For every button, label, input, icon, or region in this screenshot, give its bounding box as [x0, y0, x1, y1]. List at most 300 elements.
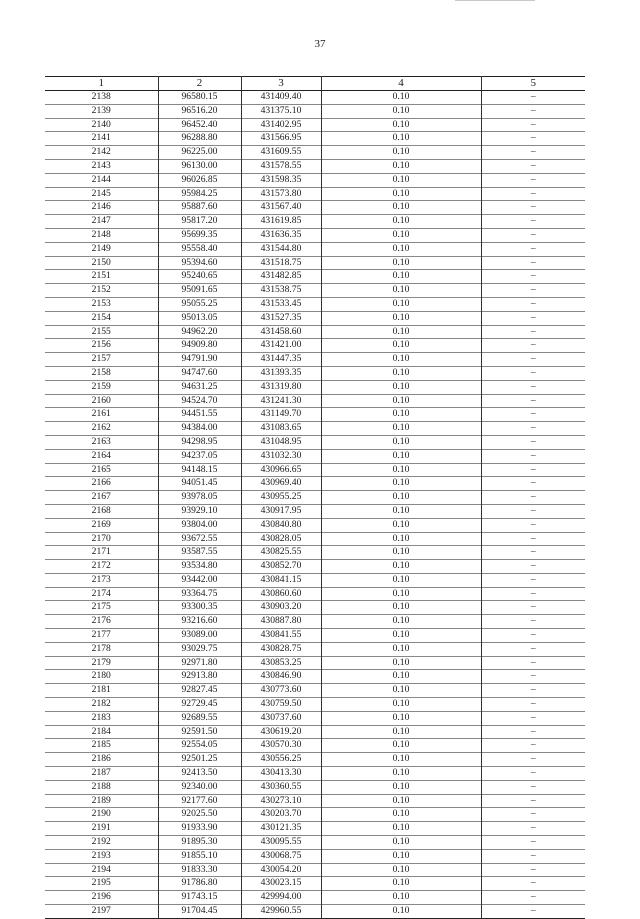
table-row	[45, 394, 585, 408]
x-coordinate-cell: 93300.35	[158, 601, 241, 615]
y-coordinate-cell: 429994.00	[241, 891, 321, 905]
y-coordinate-cell: 431527.35	[241, 311, 321, 325]
note-cell: –	[481, 159, 585, 173]
table-row	[45, 242, 585, 256]
accuracy-cell: 0.10	[321, 463, 481, 477]
x-coordinate-cell: 94384.00	[158, 422, 241, 436]
note-cell: –	[481, 711, 585, 725]
column-header-1: 1	[45, 77, 158, 91]
point-number-cell: 2191	[45, 822, 158, 836]
accuracy-cell: 0.10	[321, 187, 481, 201]
y-coordinate-cell: 430413.30	[241, 767, 321, 781]
x-coordinate-cell: 92971.80	[158, 656, 241, 670]
accuracy-cell: 0.10	[321, 587, 481, 601]
y-coordinate-cell: 430966.65	[241, 463, 321, 477]
note-cell: –	[481, 242, 585, 256]
table-row	[45, 518, 585, 532]
note-cell: –	[481, 684, 585, 698]
note-cell: –	[481, 518, 585, 532]
y-coordinate-cell: 430068.75	[241, 849, 321, 863]
table-row	[45, 215, 585, 229]
note-cell: –	[481, 905, 585, 919]
note-cell: –	[481, 601, 585, 615]
y-coordinate-cell: 430828.05	[241, 532, 321, 546]
x-coordinate-cell: 94298.95	[158, 435, 241, 449]
point-number-cell: 2145	[45, 187, 158, 201]
accuracy-cell: 0.10	[321, 422, 481, 436]
table-row	[45, 629, 585, 643]
y-coordinate-cell: 431447.35	[241, 353, 321, 367]
note-cell: –	[481, 132, 585, 146]
note-cell: –	[481, 849, 585, 863]
table-row	[45, 380, 585, 394]
y-coordinate-cell: 431083.65	[241, 422, 321, 436]
table-row	[45, 463, 585, 477]
accuracy-cell: 0.10	[321, 270, 481, 284]
table-row	[45, 491, 585, 505]
y-coordinate-cell: 430887.80	[241, 615, 321, 629]
point-number-cell: 2178	[45, 642, 158, 656]
x-coordinate-cell: 96026.85	[158, 173, 241, 187]
note-cell: –	[481, 297, 585, 311]
point-number-cell: 2192	[45, 836, 158, 850]
y-coordinate-cell: 431149.70	[241, 408, 321, 422]
note-cell: –	[481, 780, 585, 794]
point-number-cell: 2147	[45, 215, 158, 229]
note-cell: –	[481, 394, 585, 408]
table-row	[45, 118, 585, 132]
x-coordinate-cell: 92729.45	[158, 698, 241, 712]
x-coordinate-cell: 92340.00	[158, 780, 241, 794]
table-row	[45, 325, 585, 339]
accuracy-cell: 0.10	[321, 753, 481, 767]
table-row	[45, 822, 585, 836]
x-coordinate-cell: 94962.20	[158, 325, 241, 339]
x-coordinate-cell: 95240.65	[158, 270, 241, 284]
x-coordinate-cell: 95055.25	[158, 297, 241, 311]
accuracy-cell: 0.10	[321, 546, 481, 560]
x-coordinate-cell: 91786.80	[158, 877, 241, 891]
point-number-cell: 2168	[45, 504, 158, 518]
point-number-cell: 2144	[45, 173, 158, 187]
accuracy-cell: 0.10	[321, 767, 481, 781]
y-coordinate-cell: 431048.95	[241, 435, 321, 449]
table-row	[45, 670, 585, 684]
point-number-cell: 2142	[45, 146, 158, 160]
point-number-cell: 2165	[45, 463, 158, 477]
y-coordinate-cell: 430023.15	[241, 877, 321, 891]
note-cell: –	[481, 270, 585, 284]
table-row	[45, 353, 585, 367]
point-number-cell: 2162	[45, 422, 158, 436]
accuracy-cell: 0.10	[321, 849, 481, 863]
accuracy-cell: 0.10	[321, 132, 481, 146]
x-coordinate-cell: 95558.40	[158, 242, 241, 256]
accuracy-cell: 0.10	[321, 822, 481, 836]
table-row	[45, 767, 585, 781]
point-number-cell: 2143	[45, 159, 158, 173]
table-row	[45, 891, 585, 905]
accuracy-cell: 0.10	[321, 91, 481, 105]
point-number-cell: 2155	[45, 325, 158, 339]
note-cell: –	[481, 767, 585, 781]
note-cell: –	[481, 670, 585, 684]
accuracy-cell: 0.10	[321, 215, 481, 229]
note-cell: –	[481, 215, 585, 229]
point-number-cell: 2179	[45, 656, 158, 670]
point-number-cell: 2193	[45, 849, 158, 863]
y-coordinate-cell: 430853.25	[241, 656, 321, 670]
y-coordinate-cell: 430773.60	[241, 684, 321, 698]
note-cell: –	[481, 325, 585, 339]
accuracy-cell: 0.10	[321, 877, 481, 891]
page-number: 37	[314, 38, 326, 50]
point-number-cell: 2184	[45, 725, 158, 739]
y-coordinate-cell: 431458.60	[241, 325, 321, 339]
y-coordinate-cell: 431421.00	[241, 339, 321, 353]
accuracy-cell: 0.10	[321, 725, 481, 739]
point-number-cell: 2153	[45, 297, 158, 311]
table-row	[45, 297, 585, 311]
table-row	[45, 615, 585, 629]
note-cell: –	[481, 435, 585, 449]
table-row	[45, 104, 585, 118]
point-number-cell: 2156	[45, 339, 158, 353]
accuracy-cell: 0.10	[321, 449, 481, 463]
table-row	[45, 836, 585, 850]
note-cell: –	[481, 91, 585, 105]
accuracy-cell: 0.10	[321, 311, 481, 325]
point-number-cell: 2187	[45, 767, 158, 781]
note-cell: –	[481, 615, 585, 629]
accuracy-cell: 0.10	[321, 118, 481, 132]
column-header-4: 4	[321, 77, 481, 91]
note-cell: –	[481, 118, 585, 132]
table-row	[45, 587, 585, 601]
accuracy-cell: 0.10	[321, 684, 481, 698]
note-cell: –	[481, 408, 585, 422]
point-number-cell: 2154	[45, 311, 158, 325]
y-coordinate-cell: 431573.80	[241, 187, 321, 201]
accuracy-cell: 0.10	[321, 201, 481, 215]
table-row	[45, 560, 585, 574]
table-row	[45, 408, 585, 422]
note-cell: –	[481, 739, 585, 753]
note-cell: –	[481, 491, 585, 505]
x-coordinate-cell: 92413.50	[158, 767, 241, 781]
table-row	[45, 905, 585, 919]
point-number-cell: 2180	[45, 670, 158, 684]
table-row	[45, 422, 585, 436]
accuracy-cell: 0.10	[321, 228, 481, 242]
y-coordinate-cell: 431566.95	[241, 132, 321, 146]
y-coordinate-cell: 430273.10	[241, 794, 321, 808]
point-number-cell: 2195	[45, 877, 158, 891]
top-edge-rule	[455, 0, 535, 1]
y-coordinate-cell: 431619.85	[241, 215, 321, 229]
coordinates-table	[45, 76, 585, 919]
y-coordinate-cell: 430840.80	[241, 518, 321, 532]
y-coordinate-cell: 430852.70	[241, 560, 321, 574]
note-cell: –	[481, 449, 585, 463]
y-coordinate-cell: 431518.75	[241, 256, 321, 270]
accuracy-cell: 0.10	[321, 629, 481, 643]
table-row	[45, 808, 585, 822]
note-cell: –	[481, 187, 585, 201]
x-coordinate-cell: 92827.45	[158, 684, 241, 698]
note-cell: –	[481, 587, 585, 601]
note-cell: –	[481, 173, 585, 187]
note-cell: –	[481, 146, 585, 160]
accuracy-cell: 0.10	[321, 532, 481, 546]
x-coordinate-cell: 92554.05	[158, 739, 241, 753]
x-coordinate-cell: 92913.80	[158, 670, 241, 684]
accuracy-cell: 0.10	[321, 836, 481, 850]
x-coordinate-cell: 94631.25	[158, 380, 241, 394]
point-number-cell: 2151	[45, 270, 158, 284]
point-number-cell: 2166	[45, 477, 158, 491]
accuracy-cell: 0.10	[321, 339, 481, 353]
note-cell: –	[481, 629, 585, 643]
y-coordinate-cell: 430570.30	[241, 739, 321, 753]
note-cell: –	[481, 560, 585, 574]
note-cell: –	[481, 353, 585, 367]
x-coordinate-cell: 92591.50	[158, 725, 241, 739]
point-number-cell: 2169	[45, 518, 158, 532]
accuracy-cell: 0.10	[321, 491, 481, 505]
accuracy-cell: 0.10	[321, 353, 481, 367]
x-coordinate-cell: 93672.55	[158, 532, 241, 546]
table-row	[45, 173, 585, 187]
note-cell: –	[481, 380, 585, 394]
table-row	[45, 270, 585, 284]
y-coordinate-cell: 431319.80	[241, 380, 321, 394]
x-coordinate-cell: 95984.25	[158, 187, 241, 201]
table-row	[45, 256, 585, 270]
table-row	[45, 477, 585, 491]
accuracy-cell: 0.10	[321, 504, 481, 518]
x-coordinate-cell: 93029.75	[158, 642, 241, 656]
accuracy-cell: 0.10	[321, 408, 481, 422]
x-coordinate-cell: 95699.35	[158, 228, 241, 242]
y-coordinate-cell: 431393.35	[241, 366, 321, 380]
note-cell: –	[481, 504, 585, 518]
y-coordinate-cell: 431032.30	[241, 449, 321, 463]
y-coordinate-cell: 430860.60	[241, 587, 321, 601]
point-number-cell: 2140	[45, 118, 158, 132]
table-row	[45, 642, 585, 656]
y-coordinate-cell: 431402.95	[241, 118, 321, 132]
point-number-cell: 2176	[45, 615, 158, 629]
table-row	[45, 532, 585, 546]
accuracy-cell: 0.10	[321, 146, 481, 160]
note-cell: –	[481, 477, 585, 491]
table-header-row	[45, 77, 585, 91]
y-coordinate-cell: 431598.35	[241, 173, 321, 187]
y-coordinate-cell: 430846.90	[241, 670, 321, 684]
accuracy-cell: 0.10	[321, 808, 481, 822]
y-coordinate-cell: 431375.10	[241, 104, 321, 118]
point-number-cell: 2163	[45, 435, 158, 449]
accuracy-cell: 0.10	[321, 518, 481, 532]
table-row	[45, 725, 585, 739]
point-number-cell: 2170	[45, 532, 158, 546]
point-number-cell: 2173	[45, 573, 158, 587]
note-cell: –	[481, 422, 585, 436]
x-coordinate-cell: 92025.50	[158, 808, 241, 822]
y-coordinate-cell: 430955.25	[241, 491, 321, 505]
y-coordinate-cell: 430841.55	[241, 629, 321, 643]
y-coordinate-cell: 429960.55	[241, 905, 321, 919]
x-coordinate-cell: 92501.25	[158, 753, 241, 767]
x-coordinate-cell: 93364.75	[158, 587, 241, 601]
note-cell: –	[481, 808, 585, 822]
y-coordinate-cell: 431538.75	[241, 284, 321, 298]
accuracy-cell: 0.10	[321, 159, 481, 173]
accuracy-cell: 0.10	[321, 284, 481, 298]
x-coordinate-cell: 96452.40	[158, 118, 241, 132]
y-coordinate-cell: 431482.85	[241, 270, 321, 284]
point-number-cell: 2188	[45, 780, 158, 794]
note-cell: –	[481, 366, 585, 380]
x-coordinate-cell: 92689.55	[158, 711, 241, 725]
table-row	[45, 698, 585, 712]
table-row	[45, 311, 585, 325]
point-number-cell: 2152	[45, 284, 158, 298]
point-number-cell: 2185	[45, 739, 158, 753]
note-cell: –	[481, 201, 585, 215]
y-coordinate-cell: 431241.30	[241, 394, 321, 408]
x-coordinate-cell: 93442.00	[158, 573, 241, 587]
accuracy-cell: 0.10	[321, 366, 481, 380]
table-row	[45, 159, 585, 173]
accuracy-cell: 0.10	[321, 794, 481, 808]
x-coordinate-cell: 94237.05	[158, 449, 241, 463]
note-cell: –	[481, 891, 585, 905]
x-coordinate-cell: 93804.00	[158, 518, 241, 532]
accuracy-cell: 0.10	[321, 905, 481, 919]
x-coordinate-cell: 93929.10	[158, 504, 241, 518]
accuracy-cell: 0.10	[321, 642, 481, 656]
point-number-cell: 2174	[45, 587, 158, 601]
table-body	[45, 91, 585, 919]
y-coordinate-cell: 430969.40	[241, 477, 321, 491]
table-row	[45, 780, 585, 794]
x-coordinate-cell: 93587.55	[158, 546, 241, 560]
point-number-cell: 2149	[45, 242, 158, 256]
point-number-cell: 2177	[45, 629, 158, 643]
table-row	[45, 753, 585, 767]
point-number-cell: 2181	[45, 684, 158, 698]
y-coordinate-cell: 430828.75	[241, 642, 321, 656]
y-coordinate-cell: 430095.55	[241, 836, 321, 850]
y-coordinate-cell: 430619.20	[241, 725, 321, 739]
accuracy-cell: 0.10	[321, 560, 481, 574]
accuracy-cell: 0.10	[321, 380, 481, 394]
table-row	[45, 601, 585, 615]
note-cell: –	[481, 822, 585, 836]
note-cell: –	[481, 228, 585, 242]
point-number-cell: 2167	[45, 491, 158, 505]
note-cell: –	[481, 794, 585, 808]
x-coordinate-cell: 91704.45	[158, 905, 241, 919]
y-coordinate-cell: 430737.60	[241, 711, 321, 725]
note-cell: –	[481, 104, 585, 118]
point-number-cell: 2171	[45, 546, 158, 560]
point-number-cell: 2175	[45, 601, 158, 615]
table-row	[45, 132, 585, 146]
x-coordinate-cell: 94747.60	[158, 366, 241, 380]
accuracy-cell: 0.10	[321, 477, 481, 491]
y-coordinate-cell: 430903.20	[241, 601, 321, 615]
x-coordinate-cell: 94148.15	[158, 463, 241, 477]
x-coordinate-cell: 94451.55	[158, 408, 241, 422]
table-row	[45, 435, 585, 449]
table-row	[45, 546, 585, 560]
y-coordinate-cell: 431533.45	[241, 297, 321, 311]
y-coordinate-cell: 430759.50	[241, 698, 321, 712]
y-coordinate-cell: 431578.55	[241, 159, 321, 173]
y-coordinate-cell: 431636.35	[241, 228, 321, 242]
point-number-cell: 2159	[45, 380, 158, 394]
x-coordinate-cell: 94051.45	[158, 477, 241, 491]
x-coordinate-cell: 94791.90	[158, 353, 241, 367]
point-number-cell: 2141	[45, 132, 158, 146]
x-coordinate-cell: 96225.00	[158, 146, 241, 160]
table-row	[45, 711, 585, 725]
point-number-cell: 2148	[45, 228, 158, 242]
accuracy-cell: 0.10	[321, 601, 481, 615]
x-coordinate-cell: 93216.60	[158, 615, 241, 629]
accuracy-cell: 0.10	[321, 891, 481, 905]
table-row	[45, 284, 585, 298]
table-row	[45, 339, 585, 353]
point-number-cell: 2161	[45, 408, 158, 422]
point-number-cell: 2160	[45, 394, 158, 408]
point-number-cell: 2139	[45, 104, 158, 118]
point-number-cell: 2190	[45, 808, 158, 822]
note-cell: –	[481, 698, 585, 712]
accuracy-cell: 0.10	[321, 670, 481, 684]
note-cell: –	[481, 863, 585, 877]
x-coordinate-cell: 96288.80	[158, 132, 241, 146]
note-cell: –	[481, 311, 585, 325]
x-coordinate-cell: 91833.30	[158, 863, 241, 877]
accuracy-cell: 0.10	[321, 863, 481, 877]
accuracy-cell: 0.10	[321, 573, 481, 587]
accuracy-cell: 0.10	[321, 297, 481, 311]
note-cell: –	[481, 573, 585, 587]
table-row	[45, 91, 585, 105]
note-cell: –	[481, 656, 585, 670]
x-coordinate-cell: 95091.65	[158, 284, 241, 298]
accuracy-cell: 0.10	[321, 780, 481, 794]
y-coordinate-cell: 430556.25	[241, 753, 321, 767]
point-number-cell: 2186	[45, 753, 158, 767]
y-coordinate-cell: 430825.55	[241, 546, 321, 560]
point-number-cell: 2138	[45, 91, 158, 105]
x-coordinate-cell: 93978.05	[158, 491, 241, 505]
point-number-cell: 2194	[45, 863, 158, 877]
accuracy-cell: 0.10	[321, 615, 481, 629]
point-number-cell: 2157	[45, 353, 158, 367]
accuracy-cell: 0.10	[321, 711, 481, 725]
x-coordinate-cell: 96516.20	[158, 104, 241, 118]
y-coordinate-cell: 430203.70	[241, 808, 321, 822]
y-coordinate-cell: 430121.35	[241, 822, 321, 836]
y-coordinate-cell: 430054.20	[241, 863, 321, 877]
table-row	[45, 656, 585, 670]
